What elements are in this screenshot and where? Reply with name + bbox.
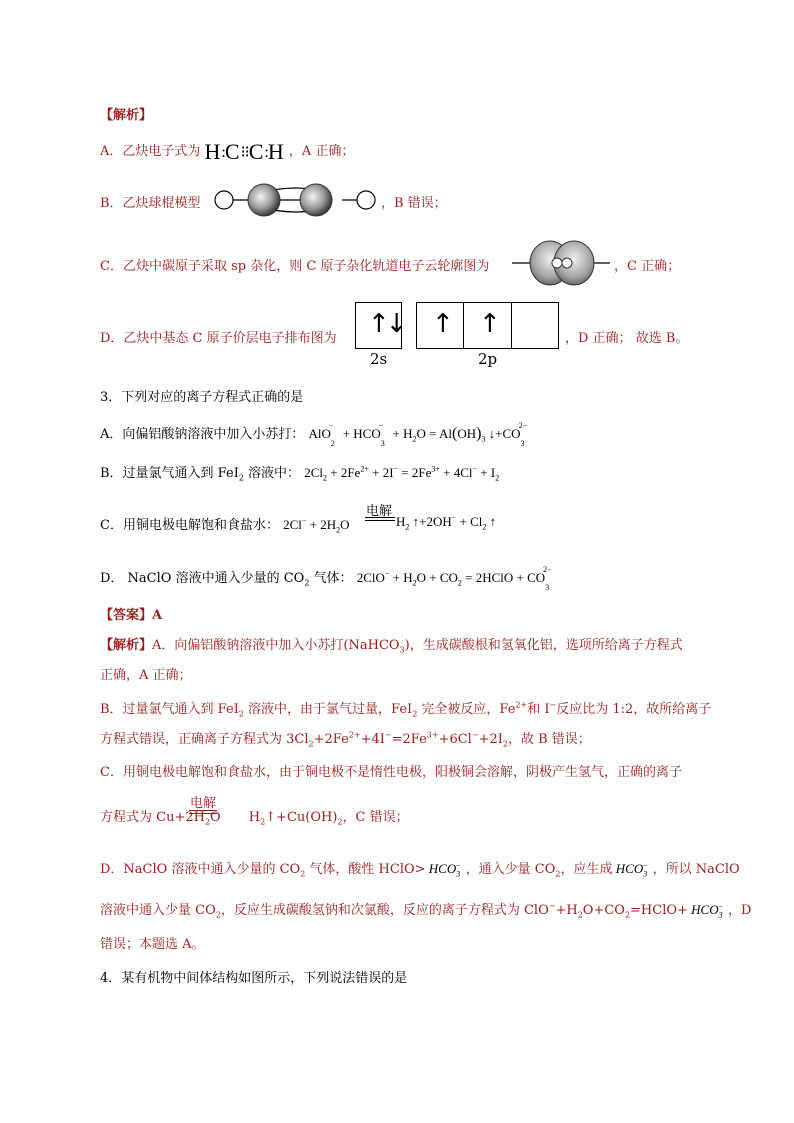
option-d-tail: ，D 正确； 故选 B。 [565,331,689,346]
orbital-2p-label: 2p [478,350,498,368]
analysis-c-line1: C．用铜电极电解饱和食盐水，由于铜电极不是惰性电极，阳极铜会溶解，阴极产生氢气，正确的离子 [100,765,682,780]
question-4-stem: 4．某有机物中间体结构如图所示，下列说法错误的是 [100,971,408,986]
analysis-c-line2: 方程式为 $Cu+2H_2O$ $H_2↑+Cu(OH)_2$，C 错误； [100,810,409,827]
analysis-a-line1: 【解析】A．向偏铝酸钠溶液中加入小苏打(NaHCO$_3$)，生成碳酸根和氢氧化铝，选项所给离子方程式 [100,638,683,655]
answer-heading: 【答案】A [100,608,163,623]
option-b-analysis: B．乙炔球棍模型 [100,196,201,211]
electrolysis-label: 电解 [366,504,393,519]
orbital-2p-box-1: ↑ [416,302,464,349]
acetylene-lewis-structure: H:C⁝⁝C:H [204,139,285,164]
question-3-option-c: C．用铜电极电解饱和食盐水： $2Cl^- + 2H_2O$ [100,516,350,535]
analysis-d-line2: 溶液中通入少量 $CO_2$，反应生成碳酸氢钠和次氯酸，反应的离子方程式为 $ClO^-+H_2O+CO_2=HClO+ HCO_3^-$ ，D [100,901,752,920]
question-3-stem: 3．下列对应的离子方程式正确的是 [100,390,304,405]
electrolysis-label-2: 电解 [190,796,217,811]
question-3-option-d: D． NaClO 溶液中通入少量的 $CO_2$ 气体： $2ClO^- + H_2O + CO_2$ = 2HClO + $CO_3^{2-}$ [100,564,552,592]
orbital-2s-box: ↑↓ [355,302,402,349]
option-b-tail: ，B 错误； [381,196,447,211]
option-c-analysis: C．乙炔中碳原子采取 sp 杂化，则 C 原子杂化轨道电子云轮廓图为 [100,259,490,274]
orbital-2p-box-3 [511,302,559,349]
analysis-a-line2: 正确，A 正确； [100,668,192,683]
ball-stick-model-image [212,181,378,219]
orbital-2s-label: 2s [370,350,388,368]
option-d-analysis: D．乙炔中基态 C 原子价层电子排布图为 [100,331,337,346]
option-c-tail: ，C 正确； [614,259,681,274]
question-3-option-b: B．过量氯气通入到 FeI$_2$ 溶液中： $2Cl_2 + 2Fe^{2+} + 2I^- = 2Fe^{3+} + 4Cl^- + I_2$ [100,464,500,483]
question-3-option-c-products: $H_2$ ↑+2OH− + $Cl_2$ ↑ [396,513,497,532]
analysis-heading: 【解析】 [100,108,153,123]
question-3-option-a: A．向偏铝酸钠溶液中加入小苏打： $AlO_2^- + HCO_3^- + H_2O = Al(OH)_3$ $↓+CO_3^{2-}$ [100,420,528,448]
orbital-2p-box-2: ↑ [463,302,512,349]
analysis-d-line3: 错误；本题选 A。 [100,937,205,952]
sp-orbital-image [512,238,612,288]
analysis-d-line1: D．NaClO 溶液中通入少量的 $CO_2$ 气体，酸性 HClO> $HCO_3^-$ ，通入少量 $CO_2$，应生成 $HCO_3^-$ ，所以 NaClO [100,860,740,879]
analysis-b-line1: B．过量氯气通入到 FeI$_2$ 溶液中，由于氯气过量，FeI$_2$ 完全被反应，$Fe^{2+}$和 I−反应比为 1:2，故所给离子 [100,700,712,719]
option-a-analysis: A．乙炔电子式为 H:C⁝⁝C:H ，A 正确； [100,139,355,164]
analysis-b-line2: 方程式错误，正确离子方程式为 $3Cl_2+2Fe^{2+}+4I^-=2Fe^{3+}+6Cl^-+2I_2$，故 B 错误； [100,730,591,749]
